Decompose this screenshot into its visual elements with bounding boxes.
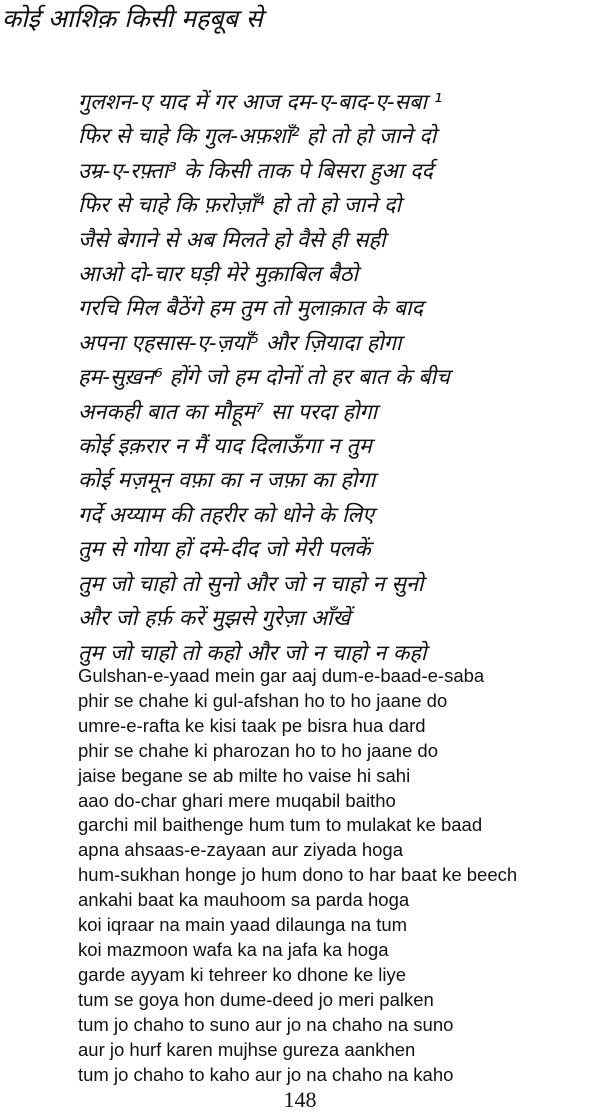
poem-hindi-line: अनकही बात का मौहूम⁷ सा परदा होगा bbox=[78, 399, 378, 425]
poem-hindi-line: फिर से चाहे कि फ़रोज़ाँ⁴ हो तो हो जाने दो bbox=[78, 193, 402, 219]
poem-hindi-line: कोई मज़मून वफ़ा का न जफ़ा का होगा bbox=[78, 468, 376, 494]
poem-roman-line: jaise begane se ab milte ho vaise hi sahi bbox=[78, 764, 411, 786]
poem-roman-line: phir se chahe ki pharozan ho to ho jaane do bbox=[78, 739, 438, 761]
poem-roman-line: umre-e-rafta ke kisi taak pe bisra hua dard bbox=[78, 714, 426, 736]
poem-hindi-line: फिर से चाहे कि गुल-अफ़शाँ² हो तो हो जाने दो bbox=[78, 124, 437, 150]
poem-roman-line: tum jo chaho to suno aur jo na chaho na suno bbox=[78, 1013, 454, 1035]
poem-roman-line: garde ayyam ki tehreer ko dhone ke liye bbox=[78, 963, 407, 985]
poem-roman-line: koi iqraar na main yaad dilaunga na tum bbox=[78, 914, 408, 936]
poem-roman-line: tum jo chaho to kaho aur jo na chaho na kaho bbox=[78, 1063, 454, 1085]
poem-hindi-line: कोई इक़रार न मैं याद दिलाऊँगा न तुम bbox=[78, 434, 372, 460]
poem-roman-line: phir se chahe ki gul-afshan ho to ho jaane do bbox=[78, 689, 448, 711]
poem-roman-line: aur jo hurf karen mujhse gureza aankhen bbox=[78, 1038, 416, 1060]
poem-roman bbox=[78, 664, 598, 1087]
poem-hindi-line: गर्दे अय्याम की तहरीर को धोने के लिए bbox=[78, 502, 374, 528]
poem-roman-line: Gulshan-e-yaad mein gar aaj dum-e-baad-e-saba bbox=[78, 665, 485, 686]
poem-hindi-line: गुलशन-ए याद में गर आज दम-ए-बाद-ए-सबा ¹ bbox=[78, 90, 443, 115]
poem-hindi-line: तुम जो चाहो तो कहो और जो न चाहो न कहो bbox=[78, 640, 427, 666]
poem-roman-line: koi mazmoon wafa ka na jafa ka hoga bbox=[78, 938, 389, 960]
poem-roman-line: aao do-char ghari mere muqabil baitho bbox=[78, 789, 396, 811]
poem-hindi-line: अपना एहसास-ए-ज़याँ⁵ और ज़ियादा होगा bbox=[78, 330, 402, 356]
page-title: कोई आशिक़ किसी महबूब से bbox=[2, 4, 263, 33]
poem-hindi-line: हम-सुख़न⁶ होंगे जो हम दोनों तो हर बात के बीच bbox=[78, 365, 450, 391]
poem-hindi-line: आओ दो-चार घड़ी मेरे मुक़ाबिल बैठो bbox=[78, 262, 359, 288]
poem-hindi-line: गरचि मिल बैठेंगे हम तुम तो मुलाक़ात के बाद bbox=[78, 296, 423, 322]
poem-hindi bbox=[78, 86, 598, 671]
page-number: 148 bbox=[283, 1087, 317, 1112]
poem-hindi-line: जैसे बेगाने से अब मिलते हो वैसे ही सही bbox=[78, 227, 386, 253]
poem-hindi-line: तुम से गोया हों दमे-दीद जो मेरी पलकें bbox=[78, 537, 371, 563]
poem-roman-line: ankahi baat ka mauhoom sa parda hoga bbox=[78, 889, 410, 911]
poem-roman-line: hum-sukhan honge jo hum dono to har baat ke beech bbox=[78, 864, 518, 886]
poem-hindi-line: तुम जो चाहो तो सुनो और जो न चाहो न सुनो bbox=[78, 571, 424, 597]
poem-hindi-line: और जो हर्फ़ करें मुझसे गुरेज़ा आँखें bbox=[78, 606, 351, 632]
poem-roman-line: apna ahsaas-e-zayaan aur ziyada hoga bbox=[78, 839, 404, 861]
poem-roman-line: tum se goya hon dume-deed jo meri palken bbox=[78, 988, 434, 1010]
poem-roman-line: garchi mil baithenge hum tum to mulakat ke baad bbox=[78, 814, 483, 836]
poem-hindi-line: उम्र-ए-रफ़्ता³ के किसी ताक पे बिसरा हुआ दर्द bbox=[78, 158, 433, 184]
